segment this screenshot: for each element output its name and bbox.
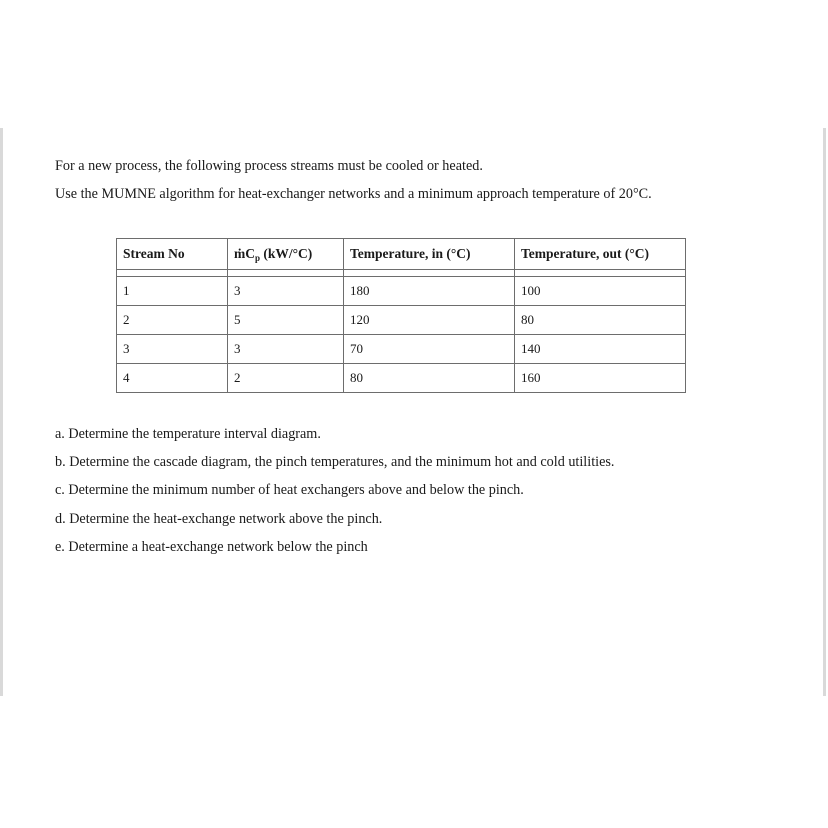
intro-line-1: For a new process, the following process streams must be cooled or heated. xyxy=(55,158,483,174)
cell-temp-in: 180 xyxy=(344,277,515,306)
question-b: b. Determine the cascade diagram, the pinch temperatures, and the minimum hot and cold utilities. xyxy=(55,454,615,470)
cell-temp-out: 100 xyxy=(515,277,686,306)
cell-mcp: 3 xyxy=(228,335,344,364)
question-a: a. Determine the temperature interval diagram. xyxy=(55,426,321,442)
cell-mcp: 2 xyxy=(228,364,344,393)
cell-temp-out: 160 xyxy=(515,364,686,393)
question-e: e. Determine a heat-exchange network below the pinch xyxy=(55,539,368,555)
cell-temp-in: 120 xyxy=(344,306,515,335)
table-spacer xyxy=(117,270,686,277)
table-row xyxy=(117,364,686,393)
cell-temp-in: 70 xyxy=(344,335,515,364)
table-header-row xyxy=(117,239,686,270)
header-mcp-unit: (kW/°C) xyxy=(260,245,313,261)
cell-stream: 2 xyxy=(117,306,228,335)
header-mcp xyxy=(228,239,344,270)
page-frame xyxy=(0,128,826,696)
header-temp-out: Temperature, out (°C) xyxy=(515,239,686,270)
table-row xyxy=(117,306,686,335)
cell-temp-in: 80 xyxy=(344,364,515,393)
table-row xyxy=(117,335,686,364)
cell-mcp: 3 xyxy=(228,277,344,306)
cell-stream: 4 xyxy=(117,364,228,393)
header-stream-no: Stream No xyxy=(117,239,228,270)
process-streams-table xyxy=(116,238,686,393)
cell-stream: 3 xyxy=(117,335,228,364)
table-row xyxy=(117,277,686,306)
intro-line-2: Use the MUMNE algorithm for heat-exchanger networks and a minimum approach temperature of 20°C. xyxy=(55,186,652,202)
header-temp-in: Temperature, in (°C) xyxy=(344,239,515,270)
question-d: d. Determine the heat-exchange network above the pinch. xyxy=(55,511,383,527)
header-mcp-sub: p xyxy=(255,252,261,263)
cell-stream: 1 xyxy=(117,277,228,306)
cell-mcp: 5 xyxy=(228,306,344,335)
header-mcp-main: ṁC xyxy=(234,245,255,261)
cell-temp-out: 140 xyxy=(515,335,686,364)
question-c: c. Determine the minimum number of heat exchangers above and below the pinch. xyxy=(55,482,524,498)
cell-temp-out: 80 xyxy=(515,306,686,335)
